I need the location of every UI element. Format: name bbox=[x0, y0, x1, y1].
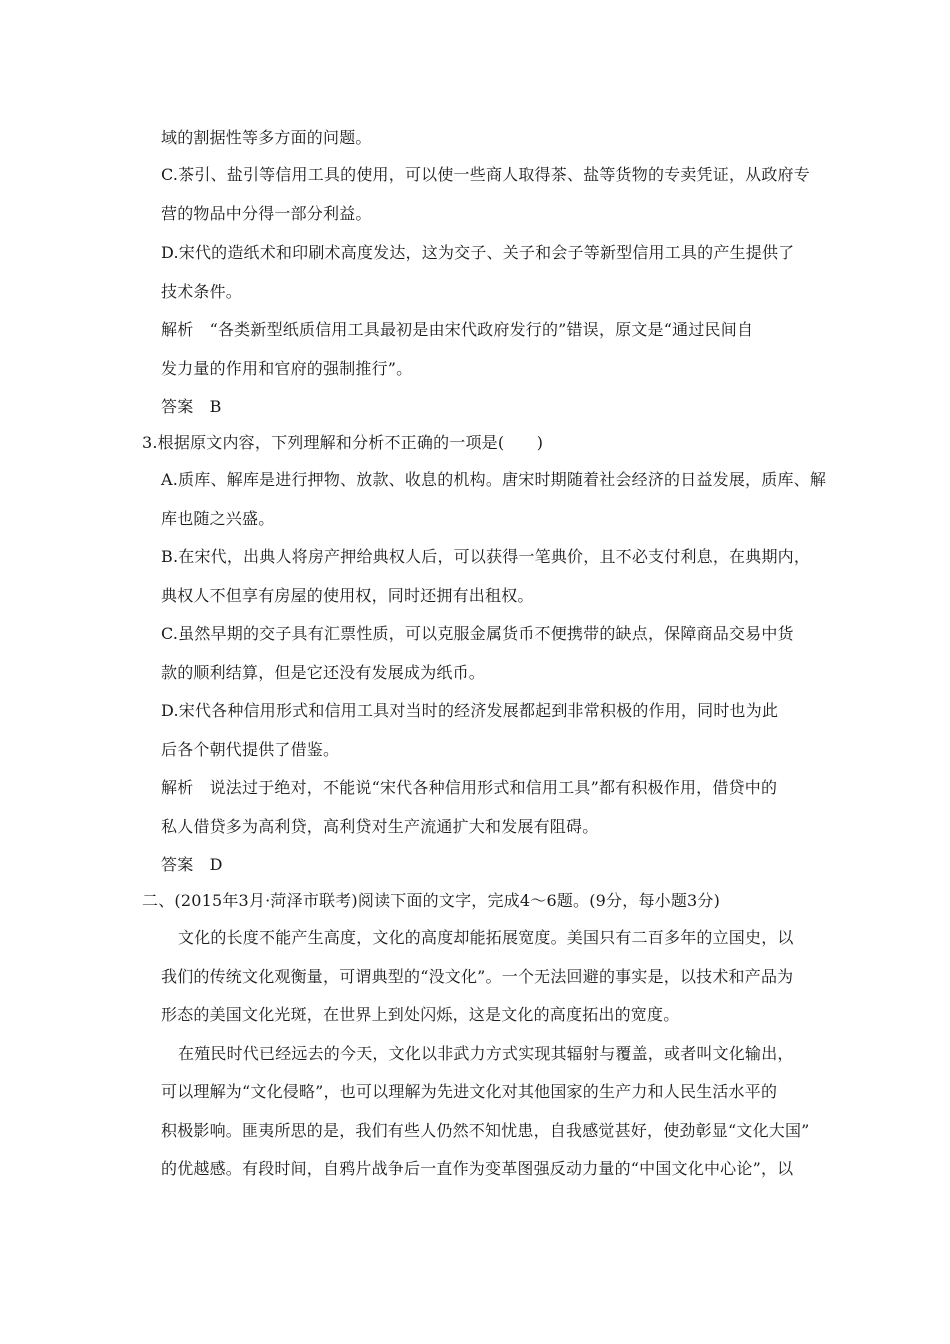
option-a-line2: 库也随之兴盛。 bbox=[161, 509, 275, 528]
question-3-stem: 3.根据原文内容，下列理解和分析不正确的一项是( ) bbox=[142, 433, 544, 452]
option-a-line1: A.质库、解库是进行押物、放款、收息的机构。唐宋时期随着社会经济的日益发展，质库、解 bbox=[161, 470, 827, 489]
passage-paragraph-2-line4: 的优越感。有段时间，自鸦片战争后一直作为变革图强反动力量的“中国文化中心论”，以 bbox=[161, 1159, 794, 1178]
passage-paragraph-1-line2: 我们的传统文化观衡量，可谓典型的“没文化”。一个无法回避的事实是，以技术和产品为 bbox=[161, 967, 794, 986]
answer-line: 答案 D bbox=[161, 855, 223, 874]
passage-paragraph-2-line3: 积极影响。匪夷所思的是，我们有些人仍然不知忧患，自我感觉甚好，使劲彰显“文化大国” bbox=[161, 1121, 810, 1140]
analysis-line1: 解析 说法过于绝对，不能说“宋代各种信用形式和信用工具”都有积极作用，借贷中的 bbox=[161, 778, 778, 797]
passage-paragraph-1-line1: 文化的长度不能产生高度，文化的高度却能拓展宽度。美国只有二百多年的立国史，以 bbox=[178, 928, 794, 947]
analysis-line2: 私人借贷多为高利贷，高利贷对生产流通扩大和发展有阻碍。 bbox=[161, 817, 599, 836]
section-heading: 二、(2015年3月·菏泽市联考)阅读下面的文字，完成4～6题。(9分，每小题3分) bbox=[142, 891, 721, 910]
passage-paragraph-1-line3: 形态的美国文化光斑，在世界上到处闪烁，这是文化的高度拓出的宽度。 bbox=[161, 1005, 680, 1024]
passage-paragraph-2-line2: 可以理解为“文化侵略”，也可以理解为先进文化对其他国家的生产力和人民生活水平的 bbox=[161, 1082, 778, 1101]
option-c-line1: C.茶引、盐引等信用工具的使用，可以使一些商人取得茶、盐等货物的专卖凭证，从政府专 bbox=[161, 165, 810, 184]
option-c-line1: C.虽然早期的交子具有汇票性质，可以克服金属货币不便携带的缺点，保障商品交易中货 bbox=[161, 624, 794, 643]
analysis-line1: 解析 “各类新型纸质信用工具最初是由宋代政府发行的”错误，原文是“通过民间自 bbox=[161, 320, 754, 339]
option-b-line2: 典权人不但享有房屋的使用权，同时还拥有出租权。 bbox=[161, 586, 534, 605]
option-d-line1: D.宋代的造纸术和印刷术高度发达，这为交子、关子和会子等新型信用工具的产生提供了 bbox=[161, 243, 795, 262]
option-d-line2: 技术条件。 bbox=[161, 282, 243, 301]
analysis-line2: 发力量的作用和官府的强制推行”。 bbox=[161, 359, 413, 378]
option-c-line2: 营的物品中分得一部分利益。 bbox=[161, 204, 372, 223]
option-d-line1: D.宋代各种信用形式和信用工具对当时的经济发展都起到非常积极的作用，同时也为此 bbox=[161, 701, 779, 720]
option-c-line2: 款的顺利结算，但是它还没有发展成为纸币。 bbox=[161, 663, 486, 682]
option-d-line2: 后各个朝代提供了借鉴。 bbox=[161, 740, 340, 759]
passage-paragraph-2-line1: 在殖民时代已经远去的今天，文化以非武力方式实现其辐射与覆盖，或者叫文化输出， bbox=[178, 1044, 794, 1063]
text-line: 域的割据性等多方面的问题。 bbox=[161, 128, 372, 147]
answer-line: 答案 B bbox=[161, 397, 222, 416]
option-b-line1: B.在宋代，出典人将房产押给典权人后，可以获得一笔典价，且不必支付利息，在典期内， bbox=[161, 547, 811, 566]
